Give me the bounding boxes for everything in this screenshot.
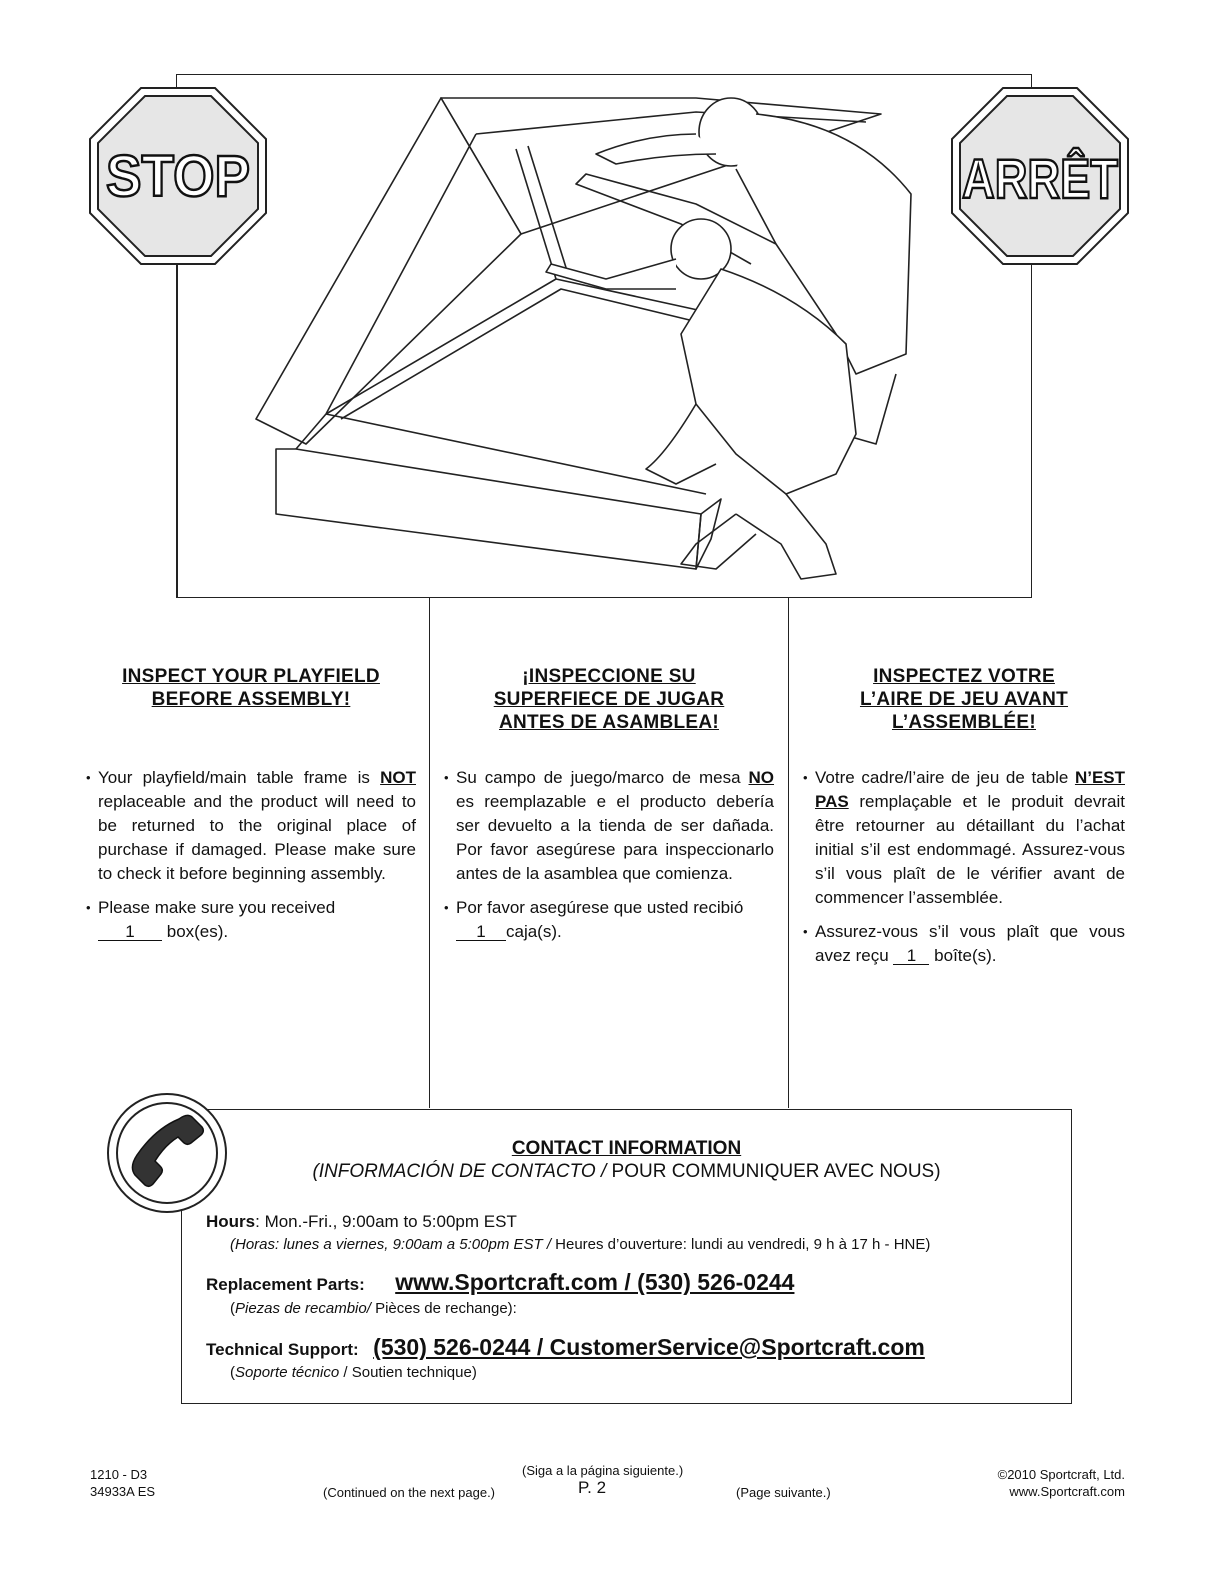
hours-row: [206, 1212, 517, 1232]
footer-continued-es: (Siga a la página siguiente.): [522, 1463, 684, 1478]
parts-label: Replacement Parts: [206, 1275, 360, 1294]
bullet-list: [86, 766, 416, 944]
bullet-text: remplaçable et le produit devrait être retourner au détaillant du l’achat initial s’il est endommagé. Assurez-vous s’il vous plaît de le vérifier avant de commencer l’assemblée.: [815, 792, 1125, 907]
emphasis-no: NO: [748, 768, 775, 787]
bullet-text: caja(s).: [506, 922, 562, 941]
emphasis-not: NOT: [380, 768, 416, 787]
box-count: 1: [456, 923, 506, 941]
bullet-list: [803, 766, 1125, 968]
contact-subtitle: [181, 1161, 1072, 1183]
footer-code-1: 1210 - D3: [90, 1467, 148, 1482]
tech-sub-italic: Soporte técnico: [235, 1364, 340, 1381]
bullet-not-replaceable: [444, 766, 774, 886]
bullet-text: Assurez-vous s’il vous plaît que vous avez reçu: [815, 922, 1125, 965]
bullet-text: es reemplazable e el producto debería ser devuelto a la tienda de ser dañada. Por favor asegúrese para inspeccionarlo antes de la asamblea que comienza.: [456, 792, 774, 883]
column-english: [86, 665, 416, 954]
bullet-box-count: [444, 896, 774, 944]
footer-continued-en: (Continued on the next page.): [323, 1485, 496, 1500]
playfield-inspection-illustration: [176, 74, 1032, 598]
hours-value: : Mon.-Fri., 9:00am to 5:00pm EST: [255, 1212, 517, 1231]
emphasis-nest-pas: N’EST PAS: [815, 768, 1125, 811]
bullet-not-replaceable: [803, 766, 1125, 910]
subtitle-italic: (INFORMACIÓN DE CONTACTO /: [312, 1161, 607, 1182]
technical-support-link[interactable]: (530) 526-0244 / CustomerService@Sportcraft.com: [373, 1334, 925, 1360]
stop-sign-icon: [88, 86, 268, 266]
footer-code-2: 34933A ES: [90, 1484, 156, 1499]
footer-continued-fr: (Page suivante.): [736, 1485, 831, 1500]
box-count: 1: [893, 947, 929, 965]
bullet-text: Please make sure you received: [98, 898, 336, 917]
stop-sign-post: [177, 264, 178, 598]
heading-line: ANTES DE ASAMBLEA!: [498, 712, 720, 733]
box-count: 1: [98, 923, 162, 941]
heading-line: ¡INSPECCIONE SU: [522, 666, 696, 687]
footer-website[interactable]: www.Sportcraft.com: [1009, 1484, 1125, 1499]
replacement-parts-row: Replacement Parts: www.Sportcraft.com / (530) 526-0244: [206, 1269, 795, 1295]
parts-sub: (Piezas de recambio/ Pièces de rechange):: [230, 1300, 517, 1317]
bullet-text: box(es).: [166, 922, 229, 941]
hours-sub-italic: (Horas: lunes a viernes, 9:00am a 5:00pm EST /: [230, 1236, 551, 1253]
contact-title: CONTACT INFORMATION: [511, 1138, 742, 1159]
heading-english: [86, 665, 416, 711]
parts-sub-normal: Pièces de rechange):: [375, 1300, 517, 1317]
heading-line: INSPECTEZ VOTRE: [873, 666, 1055, 687]
hours-sub-normal: Heures d’ouverture: lundi au vendredi, 9 h à 17 h - HNE): [555, 1236, 931, 1253]
column-divider-1: [429, 598, 430, 1108]
arret-sign-text: ARRÊT: [962, 147, 1118, 210]
stop-sign-text: STOP: [106, 144, 250, 209]
tech-label: Technical Support:: [206, 1340, 359, 1359]
footer-codes: [90, 1466, 155, 1500]
column-spanish: [444, 665, 774, 954]
bullet-box-count: [803, 920, 1125, 968]
footer-copyright: [960, 1466, 1125, 1500]
hours-label: Hours: [206, 1212, 256, 1231]
bullet-text: Su campo de juego/marco de mesa: [456, 768, 741, 787]
heading-line: SUPERFIECE DE JUGAR: [493, 689, 725, 710]
heading-french: [803, 665, 1125, 734]
technical-support-row: [206, 1334, 925, 1361]
bullet-text: Por favor asegúrese que usted recibió: [456, 898, 744, 917]
heading-spanish: [444, 665, 774, 734]
page-number: P. 2: [578, 1478, 607, 1497]
copyright: ©2010 Sportcraft, Ltd.: [997, 1467, 1125, 1482]
arret-sign-post: [1031, 264, 1032, 598]
replacement-parts-link[interactable]: www.Sportcraft.com / (530) 526-0244: [395, 1269, 795, 1295]
bullet-text: replaceable and the product will need to be returned to the original place of purchase if damaged. Please make sure to check it before beginning assembly.: [98, 792, 416, 883]
bullet-not-replaceable: [86, 766, 416, 886]
column-divider-2: [788, 598, 789, 1108]
heading-line: L’AIRE DE JEU AVANT: [859, 689, 1069, 710]
arret-sign-icon: [950, 86, 1130, 266]
bullet-box-count: [86, 896, 416, 944]
bullet-text: Your playfield/main table frame is: [98, 768, 370, 787]
parts-sub-italic: Piezas de recambio/: [235, 1300, 371, 1317]
bullet-text: boîte(s).: [934, 946, 997, 965]
bullet-text: Votre cadre/l’aire de jeu de table: [815, 768, 1069, 787]
column-french: [803, 665, 1125, 978]
subtitle-normal: POUR COMMUNIQUER AVEC NOUS): [611, 1161, 941, 1182]
bullet-list: [444, 766, 774, 944]
tech-sub: (Soporte técnico / Soutien technique): [230, 1364, 477, 1381]
heading-line: L’ASSEMBLÉE!: [891, 712, 1036, 733]
hours-sub: [230, 1236, 930, 1253]
heading-line: INSPECT YOUR PLAYFIELD: [122, 666, 380, 687]
heading-line: BEFORE ASSEMBLY!: [151, 689, 351, 710]
tech-sub-normal: / Soutien technique): [343, 1364, 477, 1381]
